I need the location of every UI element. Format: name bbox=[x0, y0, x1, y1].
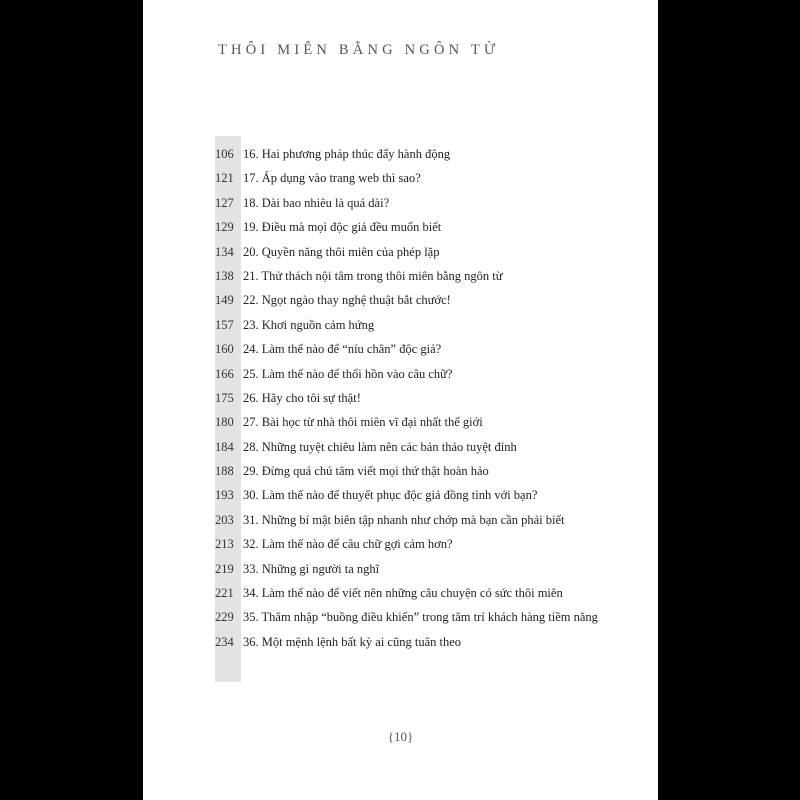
toc-entry bbox=[215, 313, 598, 337]
toc-entry bbox=[215, 410, 598, 434]
running-header: THÔI MIÊN BẰNG NGÔN TỪ bbox=[218, 42, 500, 58]
toc-chapter-title: 33. Những gì người ta nghĩ bbox=[243, 561, 380, 576]
toc-page-number: 157 bbox=[215, 317, 234, 332]
toc-page-number: 229 bbox=[215, 610, 234, 625]
toc-chapter-title: 16. Hai phương pháp thúc đẩy hành động bbox=[243, 147, 451, 161]
book-page bbox=[143, 0, 658, 800]
toc-page-number: 193 bbox=[215, 488, 234, 503]
toc-entry bbox=[215, 166, 598, 190]
table-of-contents bbox=[215, 142, 598, 654]
toc-page-number: 203 bbox=[215, 512, 234, 527]
toc-entry bbox=[215, 264, 598, 288]
toc-entry bbox=[215, 508, 598, 532]
page-number: {10} bbox=[387, 729, 414, 744]
toc-page-number: 138 bbox=[215, 268, 234, 283]
toc-page-number: 134 bbox=[215, 244, 234, 259]
toc-chapter-title: 17. Áp dụng vào trang web thì sao? bbox=[243, 171, 421, 186]
toc-page-number: 219 bbox=[215, 561, 234, 576]
toc-page-number: 149 bbox=[215, 293, 234, 308]
toc-page-number: 121 bbox=[215, 171, 234, 186]
toc-page-number: 234 bbox=[215, 634, 234, 649]
toc-chapter-title: 20. Quyền năng thôi miên của phép lặp bbox=[243, 244, 440, 259]
toc-page-number: 184 bbox=[215, 439, 234, 454]
toc-chapter-title: 31. Những bí mật biên tập nhanh như chớp mà bạn cần phải biết bbox=[243, 512, 565, 527]
toc-chapter-title: 24. Làm thế nào để “níu chân” độc giả? bbox=[243, 342, 442, 357]
toc-chapter-title: 36. Một mệnh lệnh bất kỳ ai cũng tuân theo bbox=[243, 634, 462, 649]
toc-page-number: 166 bbox=[215, 366, 234, 381]
toc-entry bbox=[215, 630, 598, 654]
toc-entry bbox=[215, 215, 598, 239]
toc-entry bbox=[215, 483, 598, 507]
toc-chapter-title: 21. Thử thách nội tâm trong thôi miên bằng ngôn từ bbox=[243, 268, 503, 283]
toc-entry bbox=[215, 557, 598, 581]
toc-entry bbox=[215, 532, 598, 556]
toc-page-number: 175 bbox=[215, 390, 234, 405]
toc-page-number: 106 bbox=[215, 147, 234, 161]
toc-chapter-title: 18. Dài bao nhiêu là quá dài? bbox=[243, 195, 390, 210]
toc-chapter-title: 32. Làm thế nào để câu chữ gợi cảm hơn? bbox=[243, 537, 453, 552]
toc-entry bbox=[215, 240, 598, 264]
toc-chapter-title: 34. Làm thế nào để viết nên những câu chuyện có sức thôi miên bbox=[243, 586, 563, 601]
toc-entry bbox=[215, 581, 598, 605]
toc-chapter-title: 35. Thâm nhập “buồng điều khiển” trong tâm trí khách hàng tiềm năng bbox=[243, 610, 598, 625]
toc-page-number: 129 bbox=[215, 220, 234, 235]
toc-entry bbox=[215, 191, 598, 215]
toc-page-number: 180 bbox=[215, 415, 234, 430]
toc-page-number: 160 bbox=[215, 342, 234, 357]
toc-chapter-title: 22. Ngọt ngào thay nghệ thuật bắt chước! bbox=[243, 293, 451, 308]
toc-chapter-title: 25. Làm thế nào để thổi hồn vào câu chữ? bbox=[243, 366, 453, 381]
toc-page-number: 127 bbox=[215, 195, 234, 210]
toc-entry bbox=[215, 288, 598, 312]
toc-entry bbox=[215, 386, 598, 410]
toc-chapter-title: 29. Đừng quá chú tâm viết mọi thứ thật hoàn hảo bbox=[243, 464, 489, 479]
toc-entry bbox=[215, 459, 598, 483]
toc-entry bbox=[215, 362, 598, 386]
toc-entry bbox=[215, 337, 598, 361]
toc-page-number: 221 bbox=[215, 586, 234, 601]
toc-page-number: 188 bbox=[215, 464, 234, 479]
toc-page-number: 213 bbox=[215, 537, 234, 552]
toc-chapter-title: 26. Hãy cho tôi sự thật! bbox=[243, 390, 361, 405]
toc-entry bbox=[215, 142, 598, 166]
toc-entry bbox=[215, 605, 598, 629]
toc-chapter-title: 28. Những tuyệt chiêu làm nên các bản thảo tuyệt đỉnh bbox=[243, 439, 517, 454]
toc-chapter-title: 23. Khơi nguồn cảm hứng bbox=[243, 317, 375, 332]
toc-chapter-title: 27. Bài học từ nhà thôi miên vĩ đại nhất thế giới bbox=[243, 415, 483, 430]
toc-chapter-title: 30. Làm thế nào để thuyết phục độc giả đồng tình với bạn? bbox=[243, 488, 538, 503]
toc-entry bbox=[215, 435, 598, 459]
toc-chapter-title: 19. Điều mà mọi độc giả đều muốn biết bbox=[243, 220, 442, 235]
